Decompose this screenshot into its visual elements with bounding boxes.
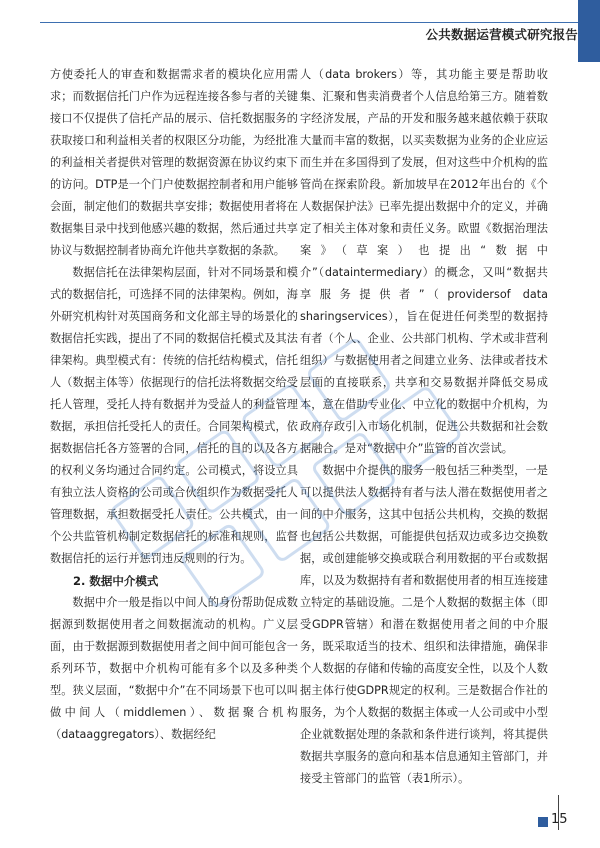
section-heading: 2. 数据中介模式 [73,574,159,588]
paragraph: 数据中介提供的服务一般包括三种类型，一是可以提供法人数据持有者与法人潜在数据使用者之间的中介服务，这其中包括公共机构，交换的数据也包括公共数据，可能提供包括双边或多边交换数据，或创建能够交换或联合利用数据的平台或数据库，以及为数据持有者和数据使用者的相互连接建立特定的基础设施。二是个人数据的数据主体（即受GDPR管辖）和潜在数据使用者之间的中介服务，既采取适当的技术、组织和法律措施，确保非个人数据的存储和传输的高度安全性，以及个人数据主体行使GDPR规定的权利。三是数据合作社的服务，为个人数据的数据主体或一人公司或中小型企业就数据处理的条款和条件进行谈判，将其提供数据共享服务的意向和基本信息通知主管部门，并接受主管部门的监管（表1所示）。 [300,464,548,785]
right-column [300,64,548,790]
running-header-title: 公共数据运营模式研究报告 [425,27,578,42]
paragraph: 方使委托人的审查和数据需求者的模块化应用需求；而数据信托门户作为远程连接各参与者的关键接口不仅提供了信托产品的展示、信托数据服务的获取接口和利益相关者的权限区分功能，为经批准的利益相关者提供对管理的数据资源在协议约束下的访问。DTP是一个门户使数据控制者和用户能够会面，制定他们的数据共享安排；数据使用者将在数据集目录中找到他感兴趣的数据，然后通过共享协议与数据控制者协商允许他共享数据的条款。 [50,68,298,257]
header-accent-band [578,0,600,62]
page-number-marker [538,817,548,827]
left-column [50,64,298,746]
paragraph: 数据信托在法律架构层面，针对不同场景和模式的数据信托，可选择不同的法律架构。例如，海外研究机构针对英国商务和文化部主导的场景化的数据信托实践，提出了不同的数据信托模式及其法律架构。典型模式有：传统的信托结构模式，信托人（数据主体等）依据现行的信托法将数据交给受托人管理，受托人持有数据并为受益人的利益管理数据，承担信托受托人的责任。合同架构模式，依据数据信托各方签署的合同，信托的目的以及各方的权利义务均通过合同约定。公司模式，将设立具有独立法人资格的公司或合伙组织作为数据受托人管理数据，承担数据受托人责任。公共模式，由一个公共监管机构制定数据信托的标准和规则，监督数据信托的运行并惩罚违反规则的行为。 [50,266,298,565]
paragraph: 数据中介一般是指以中间人的身份帮助促成数据源到数据使用者之间数据流动的机构。广义层面，由于数据源到数据使用者之间中间可能包含一系列环节，数据中介机构可能有多个以及多种类型。狭义层面，“数据中介”在不同场景下也可以叫做中间人（middlemen）、数据聚合机构（dataaggregators）、数据经纪 [50,596,298,741]
page-number: 15 [551,812,568,827]
paragraph: 人（data brokers）等，其功能主要是帮助收集、汇聚和售卖消费者个人信息给第三方。随着数字经济发展，产品的开发和服务越来越依赖于获取大量而丰富的数据，以买卖数据为业务的企业应运而生并在多国得到了发展，但对这些中介机构的监管尚在探索阶段。新加坡早在2012年出台的《个人数据保护法》已率先提出数据中介的定义，并确定了相关主体对象和责任义务。欧盟《数据治理法案》（草案）也提出“数据中介”（dataintermediary）的概念，又叫“数据共享服务提供者”（providersof data sharingservices），旨在促进任何类型的数据持有者（个人、企业、公共部门机构、学术或非营利组织）与数据使用者之间建立业务、法律或者技术层面的直接联系，共享和交易数据并降低交易成本，意在借助专业化、中立化的数据中介机构，为政府存政引入市场化机制，促进公共数据和社会数据融合。是对“数据中介”监管的首次尝试。 [300,68,548,455]
header-rule [40,22,600,23]
